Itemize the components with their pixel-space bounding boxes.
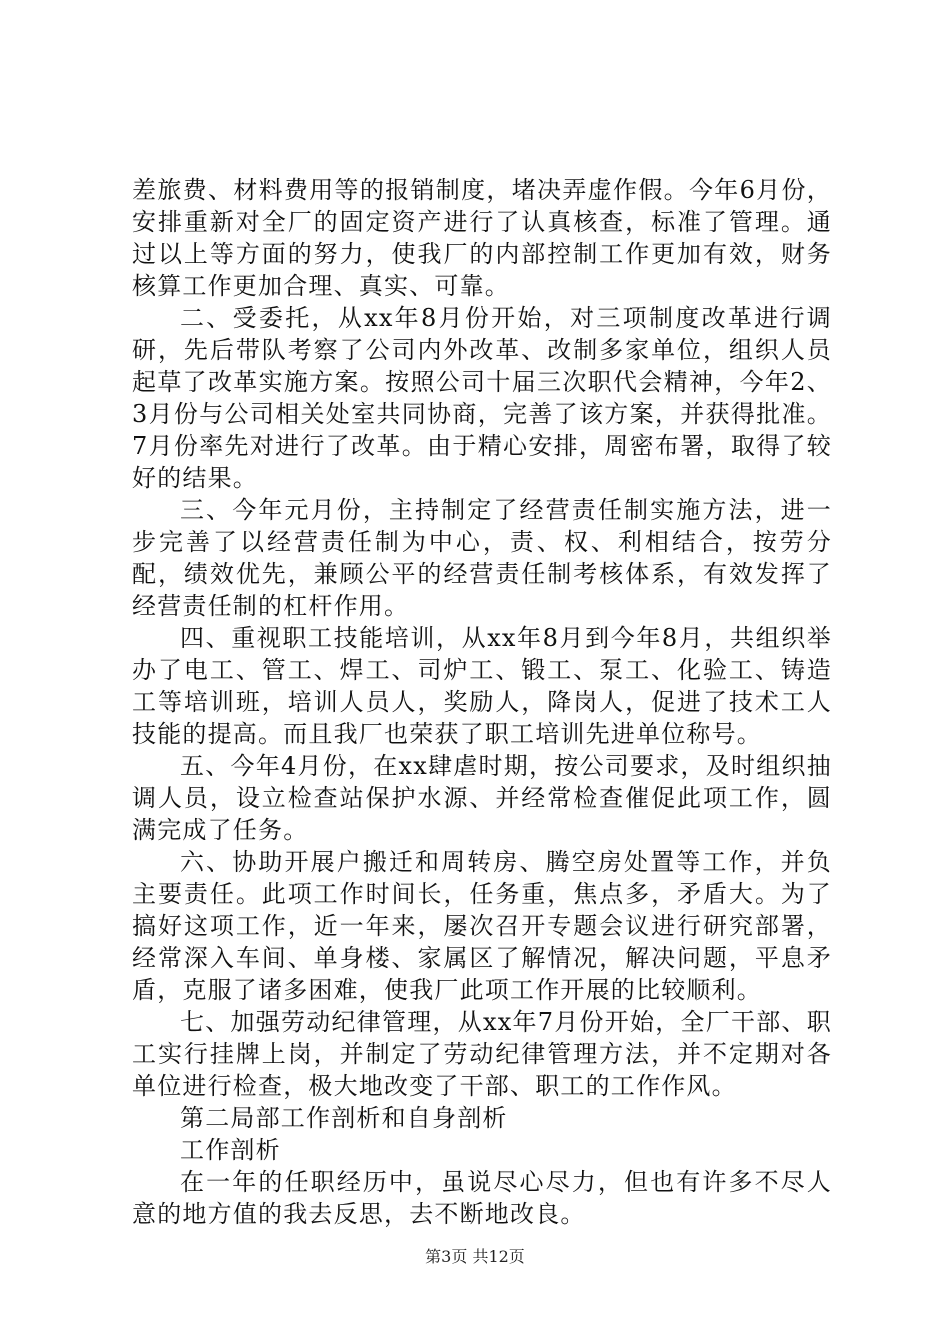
section-heading: 第二局部工作剖析和自身剖析 [180, 1104, 508, 1132]
document-body [132, 174, 832, 1230]
paragraph-continuation: 差旅费、材料费用等的报销制度，堵决弄虚作假。今年6月份，安排重新对全厂的固定资产进行了认真核查，标准了管理。通过以上等方面的努力，使我厂的内部控制工作更加有效，财务核算工作更加合理、真实、可靠。 [132, 176, 832, 300]
paragraph-item-3: 三、今年元月份，主持制定了经营责任制实施方法，进一步完善了以经营责任制为中心，责、权、利相结合，按劳分配，绩效优先，兼顾公平的经营责任制考核体系，有效发挥了经营责任制的杠杆作用。 [132, 496, 832, 620]
paragraph-item-6: 六、协助开展户搬迁和周转房、腾空房处置等工作，并负主要责任。此项工作时间长，任务重，焦点多，矛盾大。为了搞好这项工作，近一年来，屡次召开专题会议进行研究部署，经常深入车间、单身楼、家属区了解情况，解决问题，平息矛盾，克服了诸多困难，使我厂此项工作开展的比较顺利。 [132, 848, 832, 1004]
subsection-heading: 工作剖析 [180, 1136, 281, 1164]
paragraph-item-7: 七、加强劳动纪律管理，从xx年7月份开始，全厂干部、职工实行挂牌上岗，并制定了劳动纪律管理方法，并不定期对各单位进行检查，极大地改变了干部、职工的工作作风。 [132, 1008, 832, 1100]
paragraph-item-2: 二、受委托，从xx年8月份开始，对三项制度改革进行调研，先后带队考察了公司内外改革、改制多家单位，组织人员起草了改革实施方案。按照公司十届三次职代会精神，今年2、3月份与公司相关处室共同协商，完善了该方案，并获得批准。7月份率先对进行了改革。由于精心安排，周密布署，取得了较好的结果。 [132, 304, 832, 492]
page-number-footer: 第3页 共12页 [425, 1247, 525, 1266]
paragraph-item-5: 五、今年4月份，在xx肆虐时期，按公司要求，及时组织抽调人员，设立检查站保护水源、并经常检查催促此项工作，圆满完成了任务。 [132, 752, 832, 844]
paragraph-analysis: 在一年的任职经历中，虽说尽心尽力，但也有许多不尽人意的地方值的我去反思，去不断地改良。 [132, 1168, 832, 1228]
paragraph-item-4: 四、重视职工技能培训，从xx年8月到今年8月，共组织举办了电工、管工、焊工、司炉工、锻工、泵工、化验工、铸造工等培训班，培训人员人，奖励人，降岗人，促进了技术工人技能的提高。而且我厂也荣获了职工培训先进单位称号。 [132, 624, 832, 748]
